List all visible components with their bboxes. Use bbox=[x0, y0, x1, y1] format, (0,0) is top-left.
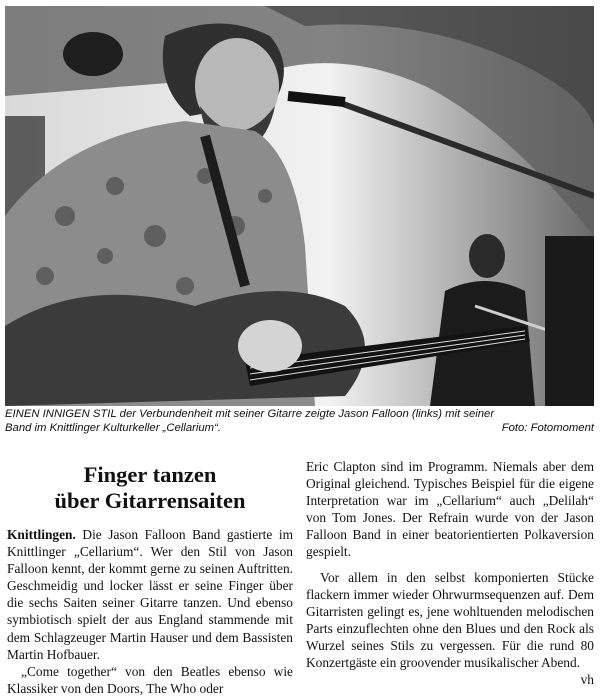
caption-line-2 bbox=[5, 421, 594, 435]
headline-line-1: Finger tanzen bbox=[83, 462, 217, 487]
article-headline bbox=[7, 462, 293, 514]
article-left-column bbox=[7, 462, 293, 697]
headline-line-2: über Gitarrensaiten bbox=[54, 488, 246, 513]
caption-line-1 bbox=[5, 407, 594, 421]
paragraph-2: „Come together“ von den Beatles ebenso wie Klassiker von den Doors, The Who oder bbox=[7, 663, 293, 696]
concert-photo bbox=[5, 6, 594, 406]
paragraph-4 bbox=[306, 569, 594, 672]
paragraph-1 bbox=[7, 526, 293, 663]
paragraph-1-text: Die Jason Falloon Band gastierte im Knittlinger „Cellarium“. Wer den Stil von Jason Falloon kennt, der kommt gerne zu seinen Auftritten. Geschmeidig und locker lässt er seine Finger über die sechs Saiten seiner Gitarre tanzen. Und ebenso symbiotisch spielt der aus England stammende mit dem Schlagzeuger Martin Hauser und dem Bassisten Martin Hofbauer. bbox=[7, 527, 293, 662]
caption-line-2-text: Band im Knittlinger Kulturkeller „Cellarium“. bbox=[5, 422, 221, 434]
caption-line-1-text: der Verbundenheit mit seiner Gitarre zeigte Jason Falloon (links) mit seiner bbox=[116, 408, 495, 420]
author-line bbox=[306, 671, 594, 688]
photo-caption bbox=[5, 407, 594, 435]
paragraph-4-text: Vor allem in den selbst komponierten Stücke flackern immer wieder Ohrwurmsequenzen auf. Dem Gitarristen gelingt es, jene wohltuenden melodischen Parts einzuflechten ohne den Blues und den Rock als Wurzel seines Stils zu vergessen. Für die rund 80 Konzertgäste ein groovender musikalischer Abend. bbox=[306, 569, 594, 671]
photo-credit: Foto: Fotomoment bbox=[501, 422, 594, 434]
dateline: Knittlingen. bbox=[7, 527, 76, 542]
paragraph-3: Eric Clapton sind im Programm. Niemals aber dem Original gleichend. Typisches Beispiel für die eigene Interpretation war im „Cellarium“ auch „Delilah“ von Tom Jones. Der Refrain wurde von der Jason Falloon Band in einer beatorientierten Polkaversion gespielt. bbox=[306, 459, 594, 560]
article-body-right bbox=[306, 458, 594, 688]
concert-photo-illustration bbox=[5, 6, 594, 406]
article-right-column bbox=[306, 458, 594, 688]
author-initials: vh bbox=[580, 672, 594, 688]
caption-lead: EINEN INNIGEN STIL bbox=[5, 408, 117, 420]
article-body-left bbox=[7, 526, 293, 697]
